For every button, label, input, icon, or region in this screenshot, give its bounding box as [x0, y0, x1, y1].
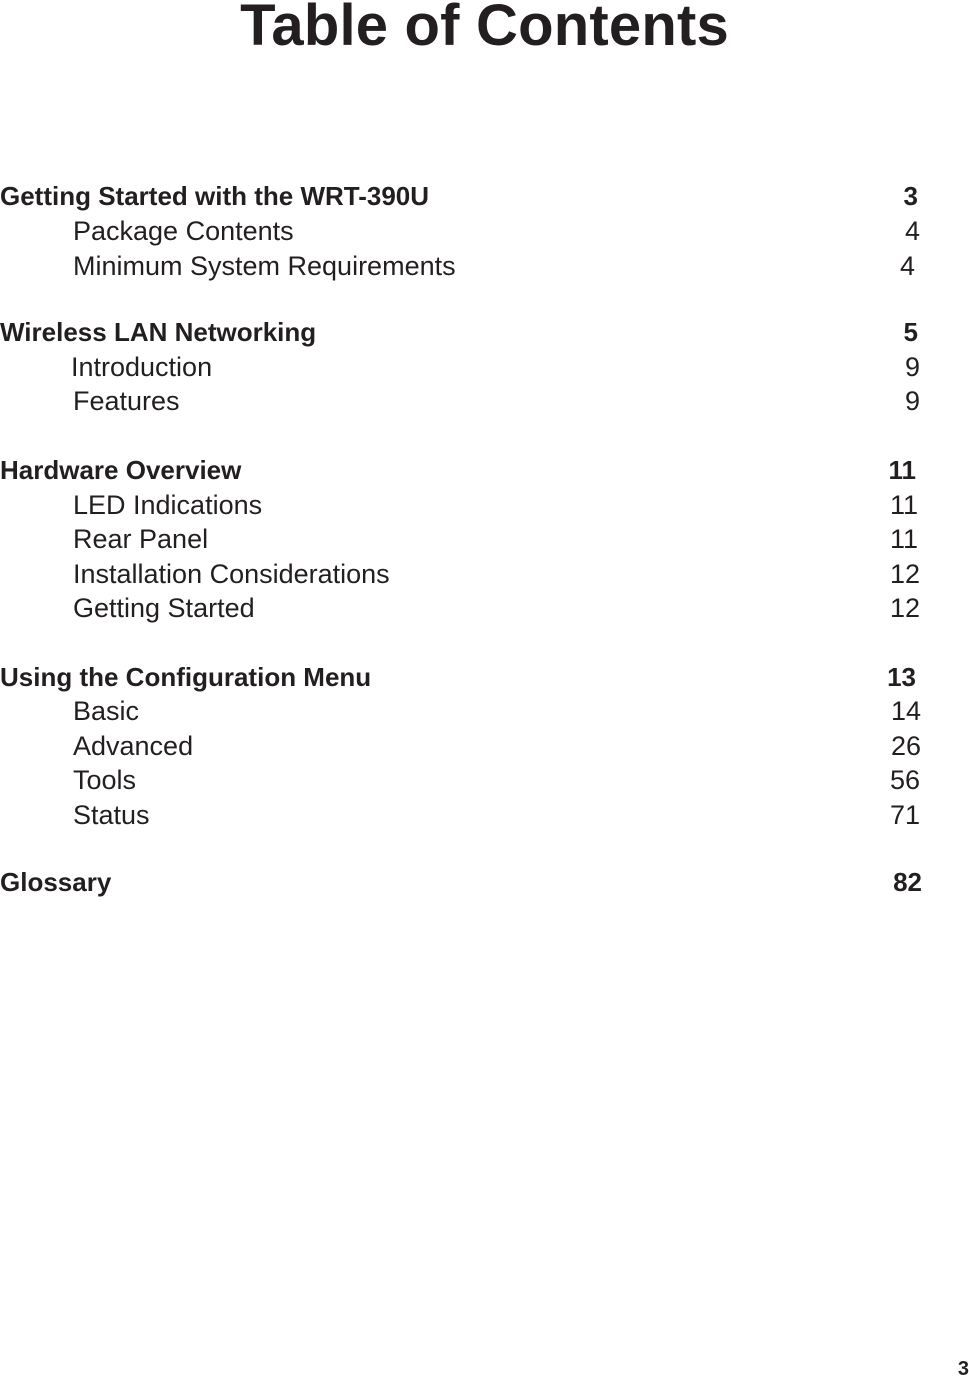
toc-item-label: Package Contents	[73, 216, 294, 246]
toc-item-advanced[interactable]	[0, 729, 969, 763]
toc-item-label: LED Indications	[73, 490, 263, 520]
toc-item-package-contents[interactable]	[0, 214, 969, 248]
toc-section-using-the-configuration-menu[interactable]	[0, 660, 969, 694]
toc-section-glossary[interactable]	[0, 865, 969, 899]
toc-section-title: Wireless LAN Networking	[0, 317, 317, 347]
toc-item-page: 11	[889, 490, 918, 520]
toc-section-wireless-lan-networking[interactable]	[0, 315, 969, 349]
toc-item-minimum-system-requirements[interactable]	[0, 249, 969, 283]
toc-section-title: Using the Configuration Menu	[0, 662, 372, 692]
toc-section-title: Getting Started with the WRT-390U	[0, 181, 430, 211]
toc-item-label: Introduction	[71, 352, 213, 382]
toc-item-label: Status	[73, 800, 150, 830]
toc-item-status[interactable]	[0, 798, 969, 832]
toc-section-page: 5	[903, 317, 918, 347]
toc-section-page: 3	[903, 181, 918, 211]
toc-item-getting-started[interactable]	[0, 591, 969, 625]
toc-item-tools[interactable]	[0, 763, 969, 797]
toc-item-page: 14	[890, 696, 921, 726]
toc-item-page: 56	[889, 765, 920, 795]
toc-section-page: 13	[887, 662, 916, 692]
toc-item-introduction[interactable]	[0, 350, 969, 384]
toc-item-rear-panel[interactable]	[0, 522, 969, 556]
toc-item-label: Features	[73, 386, 180, 416]
toc-item-basic[interactable]	[0, 694, 969, 728]
footer-page-number: 3	[957, 1358, 969, 1380]
toc-item-label: Basic	[73, 696, 140, 726]
toc-item-page: 4	[904, 216, 920, 246]
page-title: Table of Contents	[240, 0, 729, 58]
toc-item-page: 4	[899, 251, 915, 281]
toc-item-page: 71	[889, 800, 920, 830]
toc-item-led-indications[interactable]	[0, 488, 969, 522]
toc-item-label: Minimum System Requirements	[73, 251, 456, 281]
toc-item-label: Installation Considerations	[73, 559, 390, 589]
toc-item-label: Tools	[73, 765, 137, 795]
toc-item-page: 9	[904, 386, 920, 416]
toc-item-page: 12	[889, 559, 920, 589]
toc-item-page: 9	[904, 352, 920, 382]
toc-item-features[interactable]	[0, 384, 969, 418]
toc-section-page: 82	[893, 867, 922, 897]
toc-section-page: 11	[888, 455, 916, 485]
toc-item-page: 11	[889, 524, 918, 554]
toc-section-title: Hardware Overview	[0, 455, 242, 485]
toc-item-label: Advanced	[73, 731, 194, 761]
toc-item-label: Getting Started	[73, 593, 255, 623]
toc-section-hardware-overview[interactable]	[0, 453, 969, 487]
toc-item-label: Rear Panel	[73, 524, 209, 554]
toc-item-page: 26	[890, 731, 921, 761]
toc-item-installation-considerations[interactable]	[0, 557, 969, 591]
toc-section-getting-started[interactable]	[0, 179, 969, 213]
toc-item-page: 12	[889, 593, 920, 623]
toc-section-title: Glossary	[0, 867, 112, 897]
